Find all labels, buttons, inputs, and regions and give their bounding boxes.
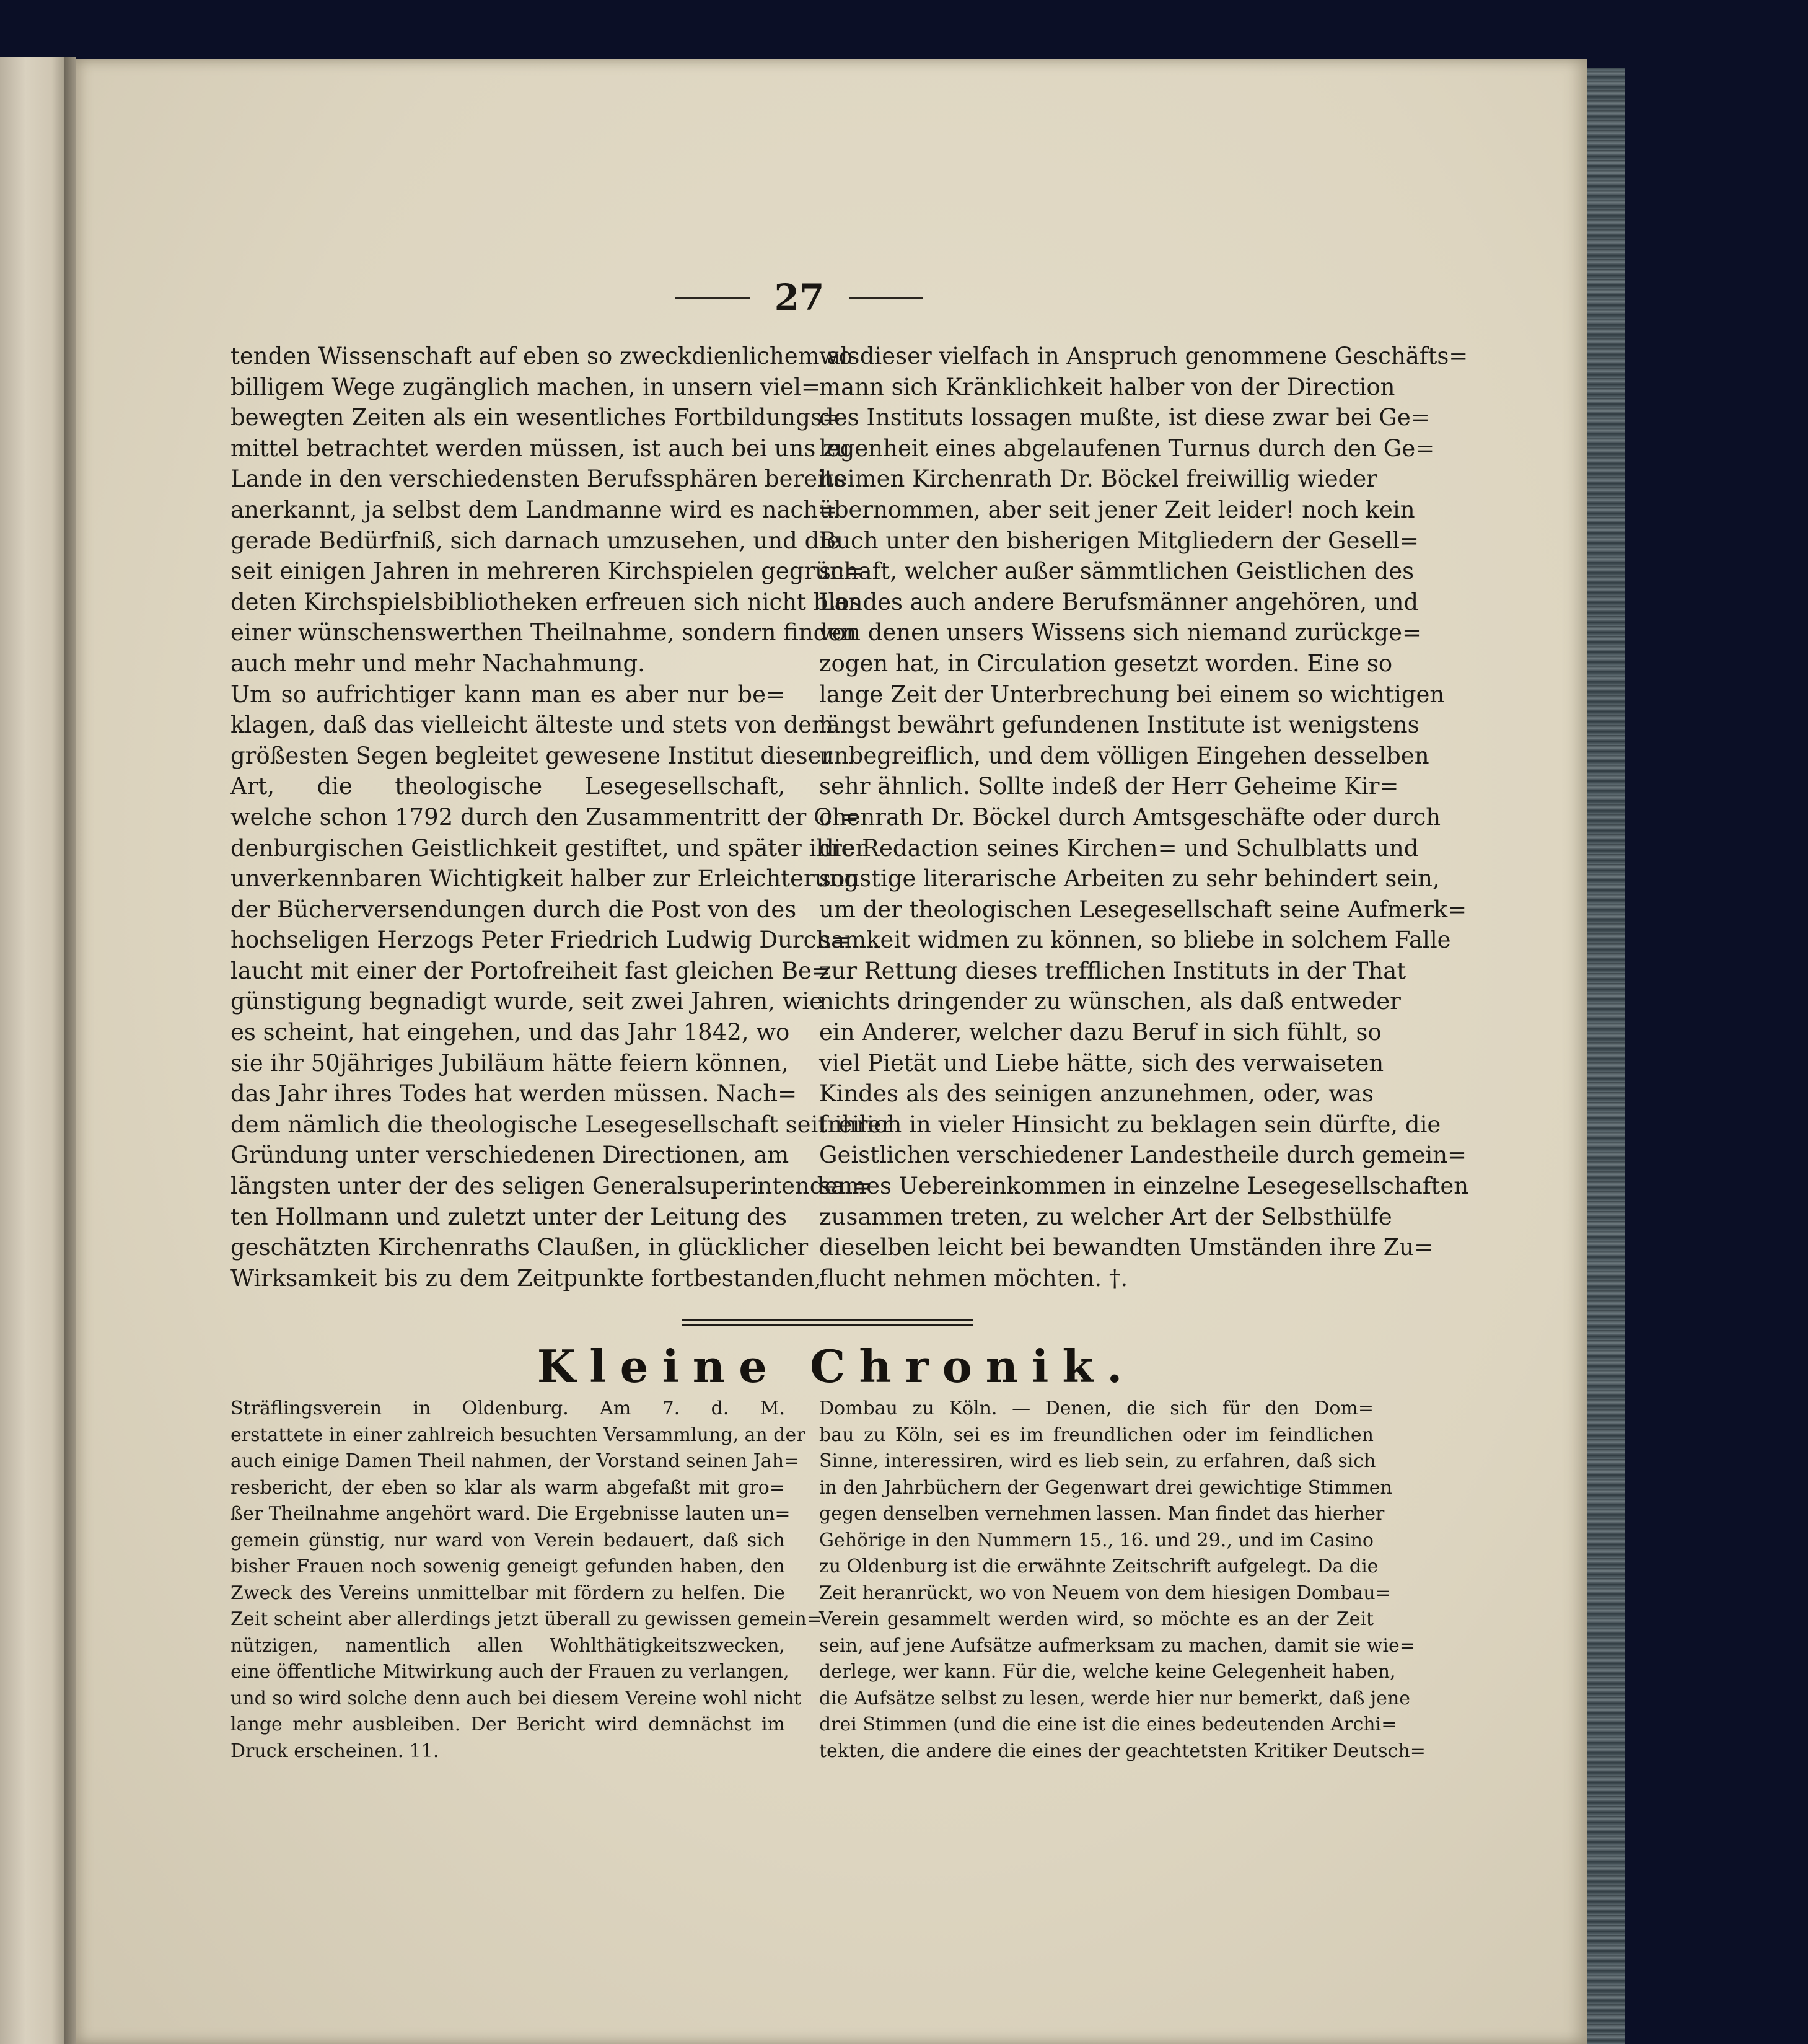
text-line: in den Jahrbüchern der Gegenwart drei gewichtige Stimmen [819,1476,1392,1499]
right-text-column [819,341,1469,1293]
text-line: anerkannt, ja selbst dem Landmanne wird es nach= [230,496,838,523]
text-line: wo dieser vielfach in Anspruch genommene Geschäfts= [819,343,1468,369]
text-line: ßer Theilnahme angehört ward. Die Ergebnisse lauten un= [230,1503,791,1525]
text-line: es scheint, hat eingehen, und das Jahr 1842, wo [230,1019,790,1046]
text-line: resbericht, der eben so klar als warm abgefaßt mit gro= [230,1476,785,1499]
text-line: unverkennbaren Wichtigkeit halber zur Erleichterung [230,865,859,892]
text-line: auch mehr und mehr Nachahmung. [230,650,645,677]
text-line: Gehörige in den Nummern 15., 16. und 29., und im Casino [819,1529,1374,1551]
text-line: unbegreiflich, und dem völligen Eingehen desselben [819,742,1429,769]
text-line: samkeit widmen zu können, so bliebe in solchem Falle [819,927,1451,954]
text-line: von denen unsers Wissens sich niemand zurückge= [819,619,1421,646]
text-line: sonstige literarische Arbeiten zu sehr behindert sein, [819,865,1440,892]
text-line: das Jahr ihres Todes hat werden müssen. Nach= [230,1080,797,1108]
text-line: flucht nehmen möchten. †. [819,1264,1128,1292]
text-line: längsten unter der des seligen Generalsuperintenden= [230,1173,872,1200]
text-line: drei Stimmen (und die eine ist die eines bedeutenden Archi= [819,1714,1397,1735]
page-stack-edge [1587,68,1625,2044]
text-line: deten Kirchspielsbibliotheken erfreuen sich nicht blos [230,588,861,615]
text-line: Landes auch andere Berufsmänner angehören, und [819,588,1419,615]
text-line: die Aufsätze selbst zu lesen, werde hier nur bemerkt, daß jene [819,1687,1411,1709]
text-line: schaft, welcher außer sämmtlichen Geistlichen des [819,558,1415,585]
text-line: freilich in vieler Hinsicht zu beklagen sein dürfte, die [819,1111,1441,1138]
text-line: die Redaction seines Kirchen= und Schulblatts und [819,834,1419,861]
header-rule-left [675,297,750,299]
text-line: denburgischen Geistlichkeit gestiftet, und später ihrer [230,834,867,861]
text-line: Kindes als des seinigen anzunehmen, oder, was [819,1080,1374,1108]
text-line: hochseligen Herzogs Peter Friedrich Ludwig Durch= [230,927,851,954]
text-line: billigem Wege zugänglich machen, in unsern viel= [230,373,820,400]
text-line: übernommen, aber seit jener Zeit leider! noch kein [819,496,1415,523]
page-header [657,276,942,319]
text-line: gemein günstig, nur ward von Verein bedauert, daß sich [230,1529,785,1551]
text-line: zur Rettung dieses trefflichen Instituts in der That [819,957,1406,984]
text-line: eine öffentliche Mitwirkung auch der Frauen zu verlangen, [230,1661,789,1683]
text-line: geschätzten Kirchenraths Claußen, in glücklicher [230,1234,809,1261]
text-line: ein Anderer, welcher dazu Beruf in sich fühlt, so [819,1019,1382,1046]
text-line: bisher Frauen noch sowenig geneigt gefunden haben, den [230,1556,785,1577]
text-line: lange mehr ausbleiben. Der Bericht wird demnächst im [230,1714,785,1735]
text-line: zusammen treten, zu welcher Art der Selbsthülfe [819,1203,1392,1230]
text-line: mann sich Kränklichkeit halber von der Direction [819,373,1395,400]
text-line: sein, auf jene Aufsätze aufmerksam zu machen, damit sie wie= [819,1634,1415,1657]
text-line: größesten Segen begleitet gewesene Institut dieser [230,742,833,769]
text-line: Druck erscheinen. 11. [230,1740,439,1762]
text-line: Verein gesammelt werden wird, so möchte es an der Zeit [819,1608,1374,1630]
text-line: sames Uebereinkommen in einzelne Lesegesellschaften [819,1173,1469,1200]
text-line: seit einigen Jahren in mehreren Kirchspielen gegrün= [230,558,864,585]
text-line: des Instituts lossagen mußte, ist diese zwar bei Ge= [819,404,1430,431]
text-line: Um so aufrichtiger kann man es aber nur be= [230,681,785,708]
text-line: Zeit heranrückt, wo von Neuem von dem hiesigen Dombau= [819,1582,1391,1604]
text-line: nützigen, namentlich allen Wohlthätigkeitszwecken, [230,1634,785,1657]
text-line: dieselben leicht bei bewandten Umständen ihre Zu= [819,1234,1434,1261]
text-line: einer wünschenswerthen Theilnahme, sondern finden [230,619,857,646]
text-line: tenden Wissenschaft auf eben so zweckdienlichem als [230,343,860,369]
page-number: 27 [774,276,825,319]
chronicle-left-column [230,1396,822,1764]
text-line: Geistlichen verschiedener Landestheile durch gemein= [819,1142,1467,1169]
text-line: sehr ähnlich. Sollte indeß der Herr Geheime Kir= [819,773,1399,800]
text-line: laucht mit einer der Portofreiheit fast gleichen Be= [230,957,831,984]
text-line: mittel betrachtet werden müssen, ist auch bei uns zu [230,434,850,462]
text-line: Zweck des Vereins unmittelbar mit fördern zu helfen. Die [230,1582,785,1604]
text-line: bewegten Zeiten als ein wesentliches Fortbildungs= [230,404,841,431]
text-line: nichts dringender zu wünschen, als daß entweder [819,988,1401,1015]
text-line: Buch unter den bisherigen Mitgliedern der Gesell= [819,527,1420,554]
text-line: zogen hat, in Circulation gesetzt worden. Eine so [819,650,1393,677]
text-line: klagen, daß das vielleicht älteste und stets von dem [230,711,834,739]
text-line: welche schon 1792 durch den Zusammentritt der Ol= [230,803,859,830]
text-line: gerade Bedürfniß, sich darnach umzusehen, und die [230,527,841,554]
text-line: lange Zeit der Unterbrechung bei einem so wichtigen [819,681,1445,708]
text-line: derlege, wer kann. Für die, welche keine Gelegenheit haben, [819,1661,1396,1683]
text-line: längst bewährt gefundenen Institute ist wenigstens [819,711,1420,739]
text-line: viel Pietät und Liebe hätte, sich des verwaiseten [819,1049,1384,1077]
text-line: legenheit eines abgelaufenen Turnus durch den Ge= [819,434,1435,462]
text-line: um der theologischen Lesegesellschaft seine Aufmerk= [819,896,1467,923]
text-line: tekten, die andere die eines der geachtetsten Kritiker Deutsch= [819,1740,1426,1762]
text-line: bau zu Köln, sei es im freundlichen oder im feindlichen [819,1424,1374,1446]
header-rule-right [849,297,923,299]
text-line: Sträflingsverein in Oldenburg. Am 7. d. M. [230,1398,785,1419]
text-line: heimen Kirchenrath Dr. Böckel freiwillig wieder [819,465,1377,493]
text-line: ten Hollmann und zuletzt unter der Leitung des [230,1203,788,1230]
text-line: und so wird solche denn auch bei diesem Vereine wohl nicht [230,1687,802,1709]
text-line: Dombau zu Köln. — Denen, die sich für den Dom= [819,1398,1374,1419]
section-divider [682,1319,973,1326]
text-line: günstigung begnadigt wurde, seit zwei Jahren, wie [230,988,823,1015]
book-spine [64,57,76,2044]
left-text-column [230,341,892,1293]
text-line: gegen denselben vernehmen lassen. Man findet das hierher [819,1503,1385,1525]
facing-page-edge [0,57,64,2044]
chronicle-right-column [819,1396,1426,1764]
text-line: chenrath Dr. Böckel durch Amtsgeschäfte oder durch [819,803,1441,830]
text-line: Lande in den verschiedensten Berufssphären bereits [230,465,846,493]
text-line: Wirksamkeit bis zu dem Zeitpunkte fortbestanden, [230,1264,822,1292]
text-line: Zeit scheint aber allerdings jetzt überall zu gewissen gemein= [230,1608,822,1630]
text-line: erstattete in einer zahlreich besuchten Versammlung, an der [230,1424,805,1446]
text-line: zu Oldenburg ist die erwähnte Zeitschrift aufgelegt. Da die [819,1556,1379,1577]
text-line: dem nämlich die theologische Lesegesellschaft seit ihrer [230,1111,892,1138]
text-line: Sinne, interessiren, wird es lieb sein, zu erfahren, daß sich [819,1450,1376,1472]
text-line: sie ihr 50jähriges Jubiläum hätte feiern können, [230,1049,789,1077]
text-line: Art, die theologische Lesegesellschaft, [230,773,785,800]
text-line: Gründung unter verschiedenen Directionen, am [230,1142,789,1169]
text-line: der Bücherversendungen durch die Post von des [230,896,797,923]
text-line: auch einige Damen Theil nahmen, der Vorstand seinen Jah= [230,1450,800,1472]
section-title: Kleine Chronik. [537,1340,1136,1393]
